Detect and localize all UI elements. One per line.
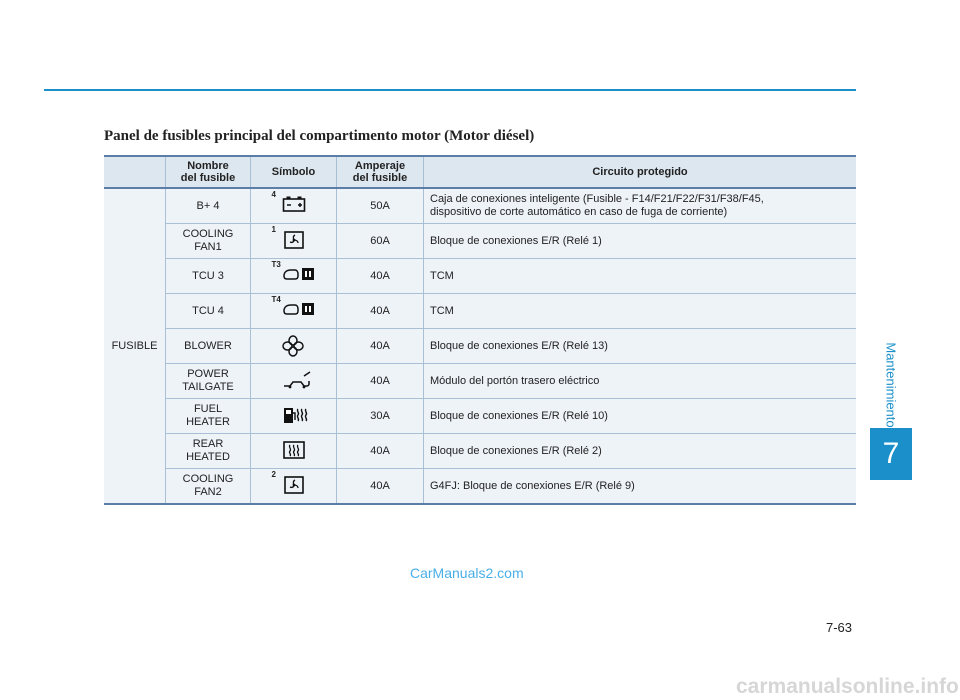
fuse-amperage: 40A (337, 259, 424, 294)
footer-watermark: carmanualsonline.info (736, 675, 959, 698)
fuse-amperage: 30A (337, 399, 424, 434)
fuse-name: FUEL HEATER (166, 399, 251, 434)
fuse-name: COOLING FAN1 (166, 224, 251, 259)
table-row (104, 188, 856, 224)
protected-circuit: Bloque de conexiones E/R (Relé 10) (424, 399, 857, 434)
protected-circuit: Módulo del portón trasero eléctrico (424, 364, 857, 399)
fuse-amperage: 50A (337, 188, 424, 224)
protected-circuit: TCM (424, 259, 857, 294)
table-row (104, 329, 856, 364)
transmission-control-icon: T3 (272, 261, 316, 287)
battery-icon: 4 (272, 191, 316, 217)
fuse-amperage: 40A (337, 434, 424, 469)
fuse-amperage: 40A (337, 469, 424, 505)
fuel-heater-icon (272, 401, 316, 427)
top-rule (44, 89, 856, 91)
protected-circuit: Bloque de conexiones E/R (Relé 13) (424, 329, 857, 364)
fuse-name: TCU 4 (166, 294, 251, 329)
fuse-amperage: 40A (337, 364, 424, 399)
cooling-fan-icon: 2 (272, 471, 316, 497)
cooling-fan-icon: 1 (272, 226, 316, 252)
fuse-name: POWER TAILGATE (166, 364, 251, 399)
protected-circuit: Bloque de conexiones E/R (Relé 1) (424, 224, 857, 259)
page-number: 7-63 (826, 620, 853, 635)
table-row (104, 259, 856, 294)
blower-fan-icon (272, 331, 316, 357)
chapter-number-tab: 7 (870, 428, 912, 480)
section-side-label: Mantenimiento (883, 342, 899, 428)
fuse-name: COOLING FAN2 (166, 469, 251, 505)
fuse-name: BLOWER (166, 329, 251, 364)
page-title: Panel de fusibles principal del compartimento motor (Motor diésel) (104, 128, 535, 144)
fuse-amperage: 40A (337, 329, 424, 364)
fuse-amperage: 60A (337, 224, 424, 259)
fuse-amperage: 40A (337, 294, 424, 329)
fuse-table (104, 155, 856, 505)
fuse-name: REAR HEATED (166, 434, 251, 469)
fuse-name: TCU 3 (166, 259, 251, 294)
header-amperage: Amperaje del fusible (337, 156, 424, 188)
table-row (104, 294, 856, 329)
table-row (104, 364, 856, 399)
header-symbol: Símbolo (251, 156, 337, 188)
table-header-row (104, 156, 856, 188)
fuse-name: B+ 4 (166, 188, 251, 224)
table-row (104, 224, 856, 259)
fuse-group-label: FUSIBLE (104, 188, 166, 504)
protected-circuit: Bloque de conexiones E/R (Relé 2) (424, 434, 857, 469)
power-tailgate-icon (272, 366, 316, 392)
protected-circuit: Caja de conexiones inteligente (Fusible - F14/F21/F22/F31/F38/F45, dispositivo de corte automático en caso de fuga de corriente) (424, 188, 857, 224)
table-row (104, 469, 856, 505)
protected-circuit: G4FJ: Bloque de conexiones E/R (Relé 9) (424, 469, 857, 505)
table-row (104, 399, 856, 434)
header-circuit: Circuito protegido (424, 156, 857, 188)
rear-defroster-icon (272, 436, 316, 462)
table-row (104, 434, 856, 469)
header-fuse-name: Nombre del fusible (166, 156, 251, 188)
header-group (104, 156, 166, 188)
transmission-control-icon: T4 (272, 296, 316, 322)
protected-circuit: TCM (424, 294, 857, 329)
watermark-link: CarManuals2.com (410, 565, 524, 581)
